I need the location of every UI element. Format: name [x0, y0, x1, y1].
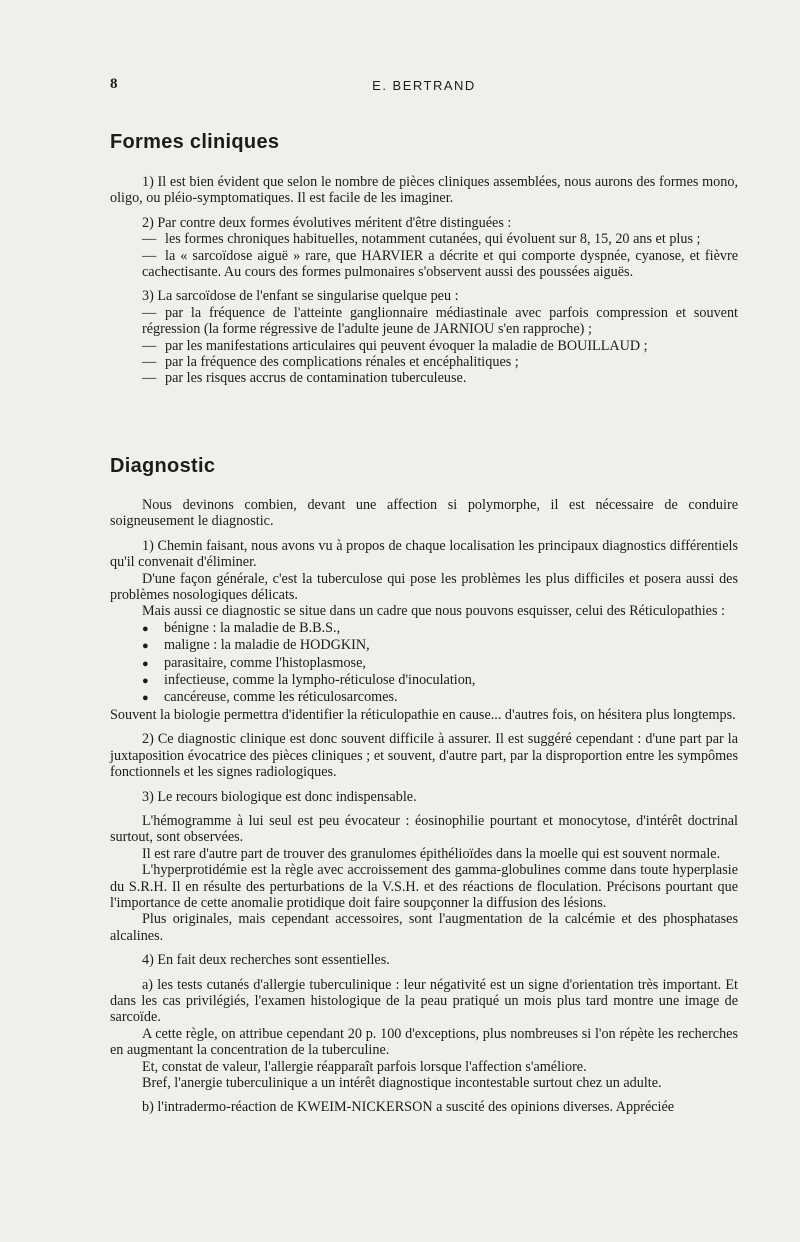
dash-item: — par les risques accrus de contamination tuberculeuse.: [142, 370, 467, 387]
running-author: E. BERTRAND: [372, 78, 476, 93]
section-body-diagnostic: [110, 497, 738, 1116]
paragraph: 1) Il est bien évident que selon le nombre de pièces cliniques assemblées, nous aurons des formes mono, oligo, ou pléio-symptomatiques. Il est facile de les imaginer.: [110, 174, 738, 207]
running-header: [110, 76, 738, 96]
bullet-item: ● parasitaire, comme l'histoplasmose,: [142, 654, 366, 671]
dash-item: — la « sarcoïdose aiguë » rare, que HARVIER a décrite et qui comporte dyspnée, cyanose, et fièvre cachectisante. Au cours des formes pulmonaires s'observent aussi des poussées aiguës.: [142, 247, 738, 281]
section-body-formes-cliniques: [110, 174, 738, 387]
paragraph: a) les tests cutanés d'allergie tuberculinique : leur négativité est un signe d'orientation très important. Et dans les cas privilégiés, l'examen histologique de la peau pratiqué un mois plus tard montre une image de sarcoïde.: [110, 976, 738, 1026]
section-title-diagnostic: Diagnostic: [110, 455, 216, 477]
paragraph: b) l'intradermo-réaction de KWEIM-NICKERSON a suscité des opinions diverses. Appréciée: [142, 1099, 675, 1116]
dash-item: — les formes chroniques habituelles, notamment cutanées, qui évoluent sur 8, 15, 20 ans et plus ;: [142, 231, 701, 248]
paragraph: D'une façon générale, c'est la tuberculose qui pose les problèmes les plus difficiles et posera aussi des problèmes nosologiques délicats.: [110, 570, 738, 604]
paragraph: Mais aussi ce diagnostic se situe dans un cadre que nous pouvons esquisser, celui des Réticulopathies :: [142, 603, 725, 620]
paragraph: 3) La sarcoïdose de l'enfant se singularise quelque peu :: [142, 288, 459, 305]
bullet-item: ● bénigne : la maladie de B.B.S.,: [142, 619, 341, 636]
paragraph: Souvent la biologie permettra d'identifier la réticulopathie en cause... d'autres fois, on hésitera plus longtemps.: [110, 706, 736, 723]
bullet-item: ● infectieuse, comme la lympho-réticulose d'inoculation,: [142, 672, 476, 689]
paragraph: 2) Ce diagnostic clinique est donc souvent difficile à assurer. Il est suggéré cependant : d'une part par la juxtaposition évocatrice des pièces cliniques ; et souvent, d'autre part, par la disproportion entre les sympômes fonctionnels et les signes radiologiques.: [110, 731, 738, 781]
bullet-item: ● cancéreuse, comme les réticulosarcomes.: [142, 689, 398, 706]
section-title-formes-cliniques: Formes cliniques: [110, 131, 280, 153]
paragraph: Bref, l'anergie tuberculinique a un intérêt diagnostique incontestable surtout chez un adulte.: [142, 1075, 662, 1091]
page-number: 8: [110, 76, 118, 92]
paragraph: 4) En fait deux recherches sont essentielles.: [142, 952, 390, 969]
paragraph: L'hyperprotidémie est la règle avec accroissement des gamma-globulines comme dans toute hyperplasie du S.R.H. Il en résulte des perturbations de la V.S.H. et des réactions de floculation. Précisons pourtant que l'importance de cette anomalie protidique doit faire soupçonner la diffusion des lésions.: [110, 862, 738, 911]
paragraph: 3) Le recours biologique est donc indispensable.: [142, 788, 417, 805]
paragraph: Il est rare d'autre part de trouver des granulomes épithélioïdes dans la moelle qui est souvent normale.: [142, 845, 721, 862]
paragraph: A cette règle, on attribue cependant 20 p. 100 d'exceptions, plus nombreuses si l'on répète les recherches en augmentant la concentration de la tuberculine.: [110, 1025, 738, 1059]
dash-item: — par les manifestations articulaires qui peuvent évoquer la maladie de BOUILLAUD ;: [142, 337, 648, 354]
bullet-item: ● maligne : la maladie de HODGKIN,: [142, 637, 370, 654]
paragraph: Nous devinons combien, devant une affection si polymorphe, il est nécessaire de conduire soigneusement le diagnostic.: [110, 497, 738, 530]
paragraph: L'hémogramme à lui seul est peu évocateur : éosinophilie pourtant et monocytose, d'intérêt doctrinal surtout, sont observées.: [110, 812, 738, 846]
dash-item: — par la fréquence des complications rénales et encéphalitiques ;: [142, 354, 519, 371]
paragraph: 1) Chemin faisant, nous avons vu à propos de chaque localisation les principaux diagnostics différentiels qu'il convenait d'éliminer.: [110, 537, 738, 571]
paragraph: 2) Par contre deux formes évolutives méritent d'être distinguées :: [142, 214, 512, 231]
paragraph: Et, constat de valeur, l'allergie réapparaît parfois lorsque l'affection s'améliore.: [142, 1058, 587, 1075]
dash-item: — par la fréquence de l'atteinte ganglionnaire médiastinale avec parfois compression et souvent régression (la forme régressive de l'adulte jeune de JARNIOU s'en rapproche) ;: [142, 304, 738, 338]
paragraph: Plus originales, mais cependant accessoires, sont l'augmentation de la calcémie et des phosphatases alcalines.: [110, 911, 738, 944]
